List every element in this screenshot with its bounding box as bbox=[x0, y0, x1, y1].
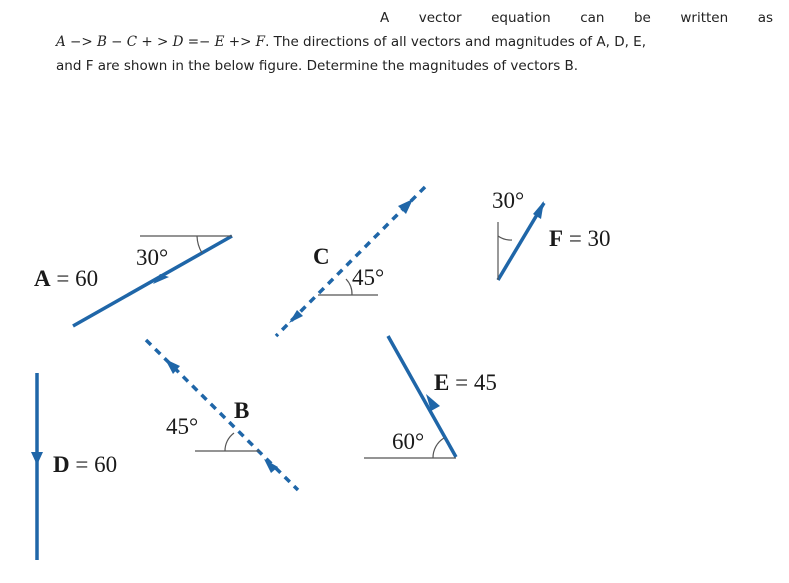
vector-c-label: C bbox=[313, 244, 330, 269]
vector-f-label: F = 30 bbox=[549, 226, 611, 251]
vector-d bbox=[31, 373, 117, 560]
vector-e-angle-label: 60° bbox=[392, 429, 425, 454]
vector-a-angle-label: 30° bbox=[136, 245, 169, 270]
vector-b bbox=[146, 340, 298, 490]
vector-e-label: E = 45 bbox=[434, 370, 497, 395]
vector-e bbox=[364, 336, 497, 458]
vector-equation: A −> B − C + > D =− E +> F bbox=[56, 34, 266, 50]
vector-d-label: D = 60 bbox=[53, 452, 118, 477]
vector-c bbox=[276, 187, 425, 336]
vector-f-angle-label: 30° bbox=[492, 188, 525, 213]
vector-d-arrowhead bbox=[31, 452, 43, 465]
problem-line-2: A −> B − C + > D =− E +> F. The directions of all vectors and magnitudes of A, D, E, bbox=[56, 34, 647, 50]
vector-b-angle-arc bbox=[225, 433, 234, 451]
vector-a bbox=[34, 236, 232, 326]
vector-b-label: B bbox=[234, 398, 250, 423]
vector-c-arrowhead-upper bbox=[398, 199, 413, 214]
vector-e-angle-arc bbox=[433, 438, 444, 458]
vector-c-arrowhead-lower bbox=[289, 310, 303, 323]
vector-f-angle-arc bbox=[498, 236, 512, 240]
problem-line-3: and F are shown in the below figure. Determine the magnitudes of vectors B. bbox=[56, 58, 579, 74]
problem-line-1: A vector equation can be written as bbox=[380, 10, 773, 26]
vector-a-label: A = 60 bbox=[34, 266, 99, 291]
vector-f bbox=[492, 188, 611, 280]
vector-a-angle-arc bbox=[197, 236, 202, 253]
vector-b-angle-label: 45° bbox=[166, 414, 199, 439]
vector-c-angle-label: 45° bbox=[352, 265, 385, 290]
